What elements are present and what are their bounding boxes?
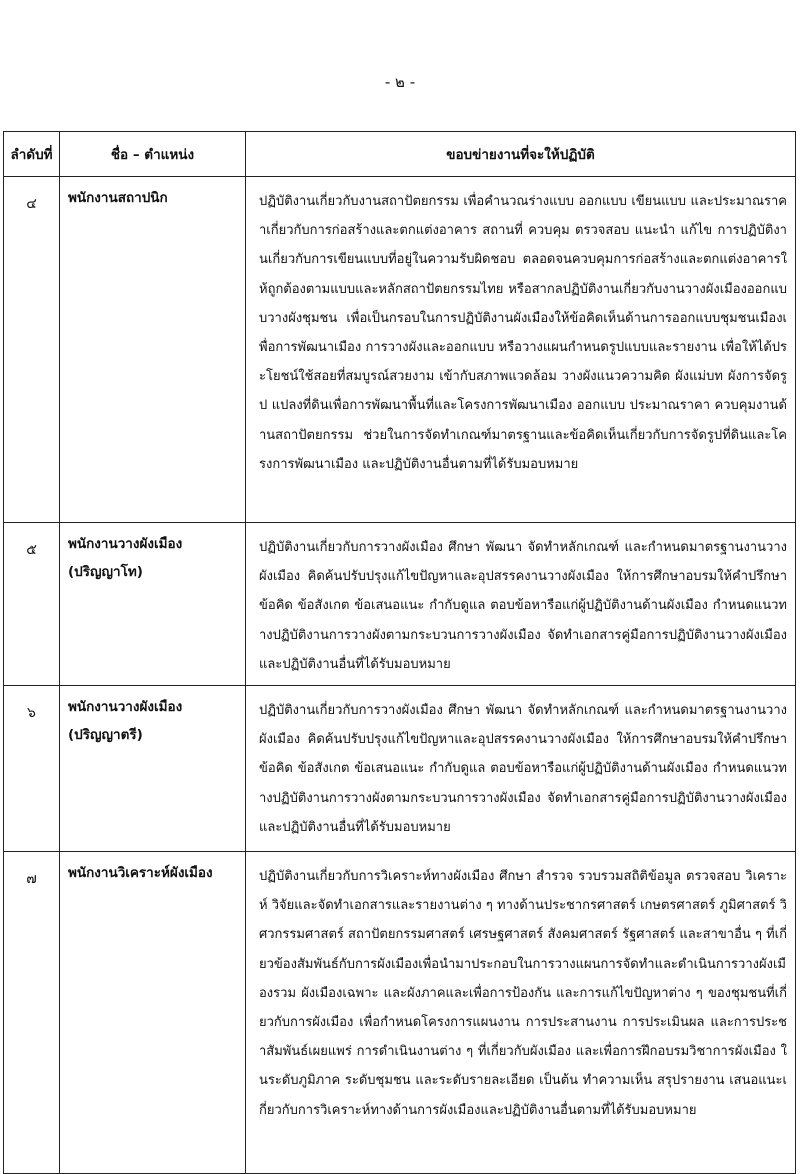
position-title: พนักงานสถาปนิก xyxy=(68,190,168,206)
row-scope: ปฏิบัติงานเกี่ยวกับการวิเคราะห์ทางผังเมือง ศึกษา สำรวจ รวบรวมสถิติข้อมูล ตรวจสอบ วิเคราะห์ วิจัยและจัดทำเอกสารและรายงานต่าง ๆ ทางด้านประชากรศาสตร์ เกษตรศาสตร์ ภูมิศาสตร์ วิศวกรรมศาสตร์ สถาปัตยกรรมศาสตร์ เศรษฐศาสตร์ สังคมศาสตร์ รัฐศาสตร์ และสาขาอื่น ๆ ที่เกี่ยวข้องสัมพันธ์กับการผังเมืองเพื่อนำมาประกอบในการวางแผนการจัดทำและดำเนินการวางผังเมืองรวม ผังเมืองเฉพาะ และผังภาคและเพื่อการป้องกัน และการแก้ไขปัญหาต่าง ๆ ของชุมชนที่เกี่ยวกับการผังเมือง เพื่อกำหนดโครงการแผนงาน การประสานงาน การประเมินผล และการประชาสัมพันธ์เผยแพร่ การดำเนินงานต่าง ๆ ที่เกี่ยวกับผังเมือง และเพื่อการฝึกอบรมวิชาการผังเมือง ในระดับภูมิภาค ระดับชุมชน และระดับรายละเอียด เป็นต้น ทำความเห็น สรุปรายงาน เสนอแนะเกี่ยวกับการวิเคราะห์ทางด้านการผังเมืองและปฏิบัติงานอื่นตามที่ได้รับมอบหมาย xyxy=(246,852,796,1174)
position-qualifier: (ปริญญาตรี) xyxy=(68,727,143,744)
row-order: ๕ xyxy=(4,523,60,686)
row-order: ๖ xyxy=(4,686,60,852)
position-title: พนักงานวางผังเมือง xyxy=(68,536,183,552)
header-name-position: ชื่อ – ตำแหน่ง xyxy=(60,132,246,177)
table-row xyxy=(4,177,796,523)
table-row xyxy=(4,852,796,1174)
row-position xyxy=(60,852,246,1174)
duties-table xyxy=(3,131,796,1174)
position-title: พนักงานวางผังเมือง xyxy=(68,699,183,716)
header-scope: ขอบข่ายงานที่จะให้ปฏิบัติ xyxy=(246,132,796,177)
page-number: - ๒ - xyxy=(384,73,416,91)
row-order: ๗ xyxy=(4,852,60,1174)
table-row xyxy=(4,523,796,686)
row-scope: ปฏิบัติงานเกี่ยวกับการวางผังเมือง ศึกษา พัฒนา จัดทำหลักเกณฑ์ และกำหนดมาตรฐานงานวางผังเมือง คิดค้นปรับปรุงแก้ไขปัญหาและอุปสรรคงานวางผังเมือง ให้การศึกษาอบรมให้คำปรึกษา ข้อคิด ข้อสังเกต ข้อเสนอแนะ กำกับดูแล ตอบข้อหารือแก่ผู้ปฏิบัติงานด้านผังเมือง กำหนดแนวทางปฏิบัติงานการวางผังตามกระบวนการวางผังเมือง จัดทำเอกสารคู่มือการปฏิบัติงานวางผังเมือง และปฏิบัติงานอื่นที่ได้รับมอบหมาย xyxy=(246,523,796,686)
row-position xyxy=(60,523,246,686)
row-order: ๔ xyxy=(4,177,60,523)
row-scope: ปฏิบัติงานเกี่ยวกับการวางผังเมือง ศึกษา พัฒนา จัดทำหลักเกณฑ์ และกำหนดมาตรฐานงานวางผังเมือง คิดค้นปรับปรุงแก้ไขปัญหาและอุปสรรคงานวางผังเมือง ให้การศึกษาอบรมให้คำปรึกษา ข้อคิด ข้อสังเกต ข้อเสนอแนะ กำกับดูแล ตอบข้อหารือแก่ผู้ปฏิบัติงานด้านผังเมือง กำหนดแนวทางปฏิบัติงานการวางผังตามกระบวนการวางผังเมือง จัดทำเอกสารคู่มือการปฏิบัติงานวางผังเมือง และปฏิบัติงานอื่นที่ได้รับมอบหมาย xyxy=(246,686,796,852)
table-row xyxy=(4,686,796,852)
table-header-row xyxy=(4,132,796,177)
row-position xyxy=(60,177,246,523)
position-title: พนักงานวิเคราะห์ผังเมือง xyxy=(68,865,213,882)
row-position xyxy=(60,686,246,852)
position-qualifier: (ปริญญาโท) xyxy=(68,564,143,580)
header-order: ลำดับที่ xyxy=(4,132,60,177)
row-scope: ปฏิบัติงานเกี่ยวกับงานสถาปัตยกรรม เพื่อคำนวณร่างแบบ ออกแบบ เขียนแบบ และประมาณราคาเกี่ยวกับการก่อสร้างและตกแต่งอาคาร สถานที่ ควบคุม ตรวจสอบ แนะนำ แก้ไข การปฏิบัติงานเกี่ยวกับการเขียนแบบที่อยู่ในความรับผิดชอบ ตลอดจนควบคุมการก่อสร้างและตกแต่งอาคารให้ถูกต้องตามแบบและหลักสถาปัตยกรรมไทย หรือสากลปฏิบัติงานเกี่ยวกับงานวางผังเมืองออกแบบวางผังชุมชน เพื่อเป็นกรอบในการปฏิบัติงานผังเมืองให้ข้อคิดเห็นด้านการออกแบบชุมชนเมืองเพื่อการพัฒนาเมือง การวางผังและออกแบบ หรือวางแผนกำหนดรูปแบบและรายงาน เพื่อให้ได้ประโยชน์ใช้สอยที่สมบูรณ์สวยงาม เข้ากับสภาพแวดล้อม วางผังแนวความคิด ผังแม่บท ผังการจัดรูป แปลงที่ดินเพื่อการพัฒนาพื้นที่และโครงการพัฒนาเมือง ออกแบบ ประมาณราคา ควบคุมงานด้านสถาปัตยกรรม ช่วยในการจัดทำเกณฑ์มาตรฐานและข้อคิดเห็นเกี่ยวกับการจัดรูปที่ดินและโครงการพัฒนาเมือง และปฏิบัติงานอื่นตามที่ได้รับมอบหมาย xyxy=(246,177,796,523)
